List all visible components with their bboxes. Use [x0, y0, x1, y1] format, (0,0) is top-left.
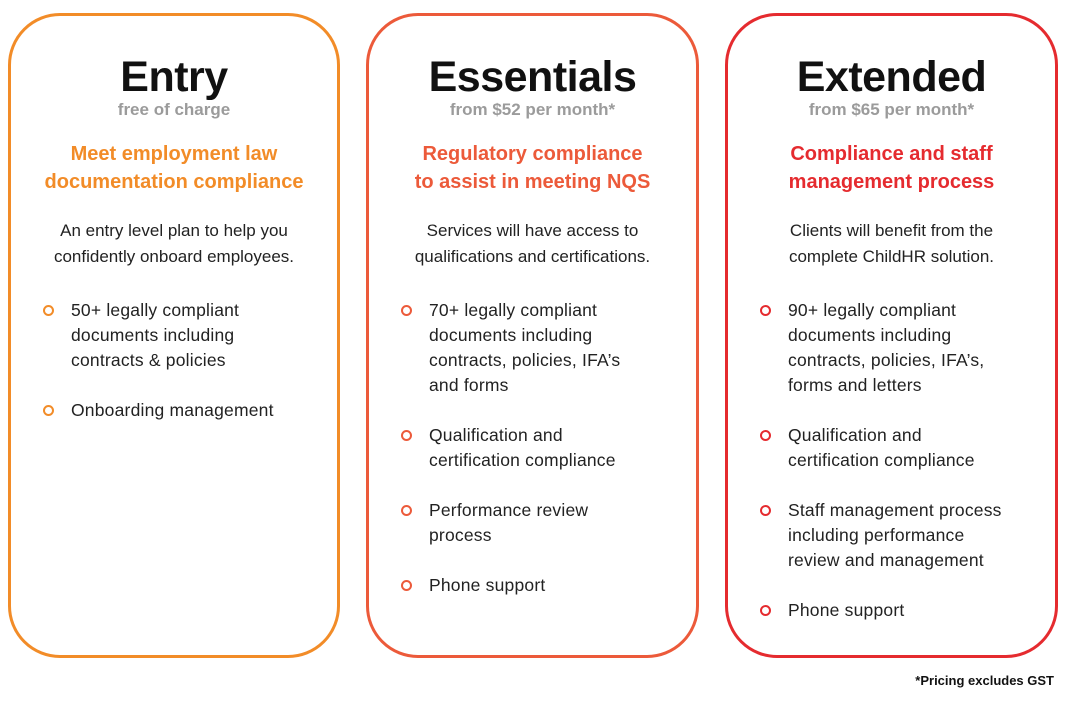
plan-feature-text: Onboarding management — [71, 400, 274, 420]
plan-feature-list — [758, 298, 1045, 648]
plan-feature-text: Performance review — [429, 500, 589, 520]
plan-card-entry — [8, 13, 340, 658]
plan-description-line: Clients will benefit from the — [789, 221, 994, 240]
plan-feature-list — [41, 298, 327, 448]
plan-feature-text: contracts & policies — [71, 350, 226, 370]
plan-feature-text: Qualification and — [788, 425, 922, 445]
plan-headline — [23, 140, 325, 196]
plan-feature-item — [399, 498, 686, 548]
plan-description — [19, 218, 329, 270]
plan-feature-text: 70+ legally compliant — [429, 300, 598, 320]
plan-feature-text: certification compliance — [788, 450, 975, 470]
plan-title: Extended — [796, 53, 987, 101]
circle-bullet-icon — [43, 305, 54, 316]
circle-bullet-icon — [760, 505, 771, 516]
plan-headline-line: to assist in meeting NQS — [414, 171, 651, 193]
plan-feature-list — [399, 298, 686, 623]
plan-headline-line: Compliance and staff — [790, 143, 993, 165]
plan-feature-text: contracts, policies, IFA’s — [429, 350, 621, 370]
plan-price: free of charge — [117, 100, 231, 119]
plan-feature-item — [758, 423, 1045, 473]
plan-feature-text: documents including — [429, 325, 593, 345]
circle-bullet-icon — [760, 605, 771, 616]
circle-bullet-icon — [760, 305, 771, 316]
plan-description — [736, 218, 1047, 270]
circle-bullet-icon — [401, 505, 412, 516]
plan-feature-text: certification compliance — [429, 450, 616, 470]
plan-feature-text: Phone support — [788, 600, 905, 620]
plan-feature-text: forms and letters — [788, 375, 922, 395]
plan-feature-item — [758, 598, 1045, 623]
plan-feature-text: and forms — [429, 375, 509, 395]
plan-feature-text: including performance — [788, 525, 965, 545]
plan-feature-text: process — [429, 525, 492, 545]
plan-description-line: Services will have access to — [426, 221, 639, 240]
plan-feature-text: Staff management process — [788, 500, 1002, 520]
plan-headline-line: Meet employment law — [70, 143, 278, 165]
plan-feature-text: Phone support — [429, 575, 546, 595]
plan-headline-line: Regulatory compliance — [422, 143, 643, 165]
pricing-footnote: *Pricing excludes GST — [915, 673, 1054, 688]
plan-card-essentials — [366, 13, 699, 658]
plan-price: from $52 per month* — [449, 100, 616, 119]
plan-feature-item — [41, 298, 327, 373]
plan-feature-item — [399, 298, 686, 398]
plan-feature-text: documents including — [788, 325, 952, 345]
plan-feature-item — [399, 423, 686, 473]
plan-feature-text: 90+ legally compliant — [788, 300, 957, 320]
plan-feature-item — [399, 573, 686, 598]
plan-feature-text: contracts, policies, IFA’s, — [788, 350, 985, 370]
plan-description — [377, 218, 688, 270]
circle-bullet-icon — [401, 430, 412, 441]
plan-headline — [381, 140, 684, 196]
plan-title: Essentials — [428, 53, 637, 101]
plan-description-line: complete ChildHR solution. — [788, 247, 995, 266]
plan-description-line: qualifications and certifications. — [414, 247, 651, 266]
plan-headline — [740, 140, 1043, 196]
circle-bullet-icon — [760, 430, 771, 441]
plan-price: from $65 per month* — [808, 100, 975, 119]
circle-bullet-icon — [43, 405, 54, 416]
plan-feature-item — [758, 498, 1045, 573]
plan-headline-line: management process — [788, 171, 995, 193]
circle-bullet-icon — [401, 580, 412, 591]
circle-bullet-icon — [401, 305, 412, 316]
plan-feature-item — [41, 398, 327, 423]
plan-title: Entry — [120, 53, 228, 101]
plan-feature-text: review and management — [788, 550, 984, 570]
plan-feature-text: 50+ legally compliant — [71, 300, 240, 320]
plan-headline-line: documentation compliance — [44, 171, 304, 193]
plan-feature-text: documents including — [71, 325, 235, 345]
plan-description-line: An entry level plan to help you — [60, 221, 288, 240]
plan-feature-item — [758, 298, 1045, 398]
plan-feature-text: Qualification and — [429, 425, 563, 445]
plan-card-extended — [725, 13, 1058, 658]
plan-description-line: confidently onboard employees. — [53, 247, 295, 266]
